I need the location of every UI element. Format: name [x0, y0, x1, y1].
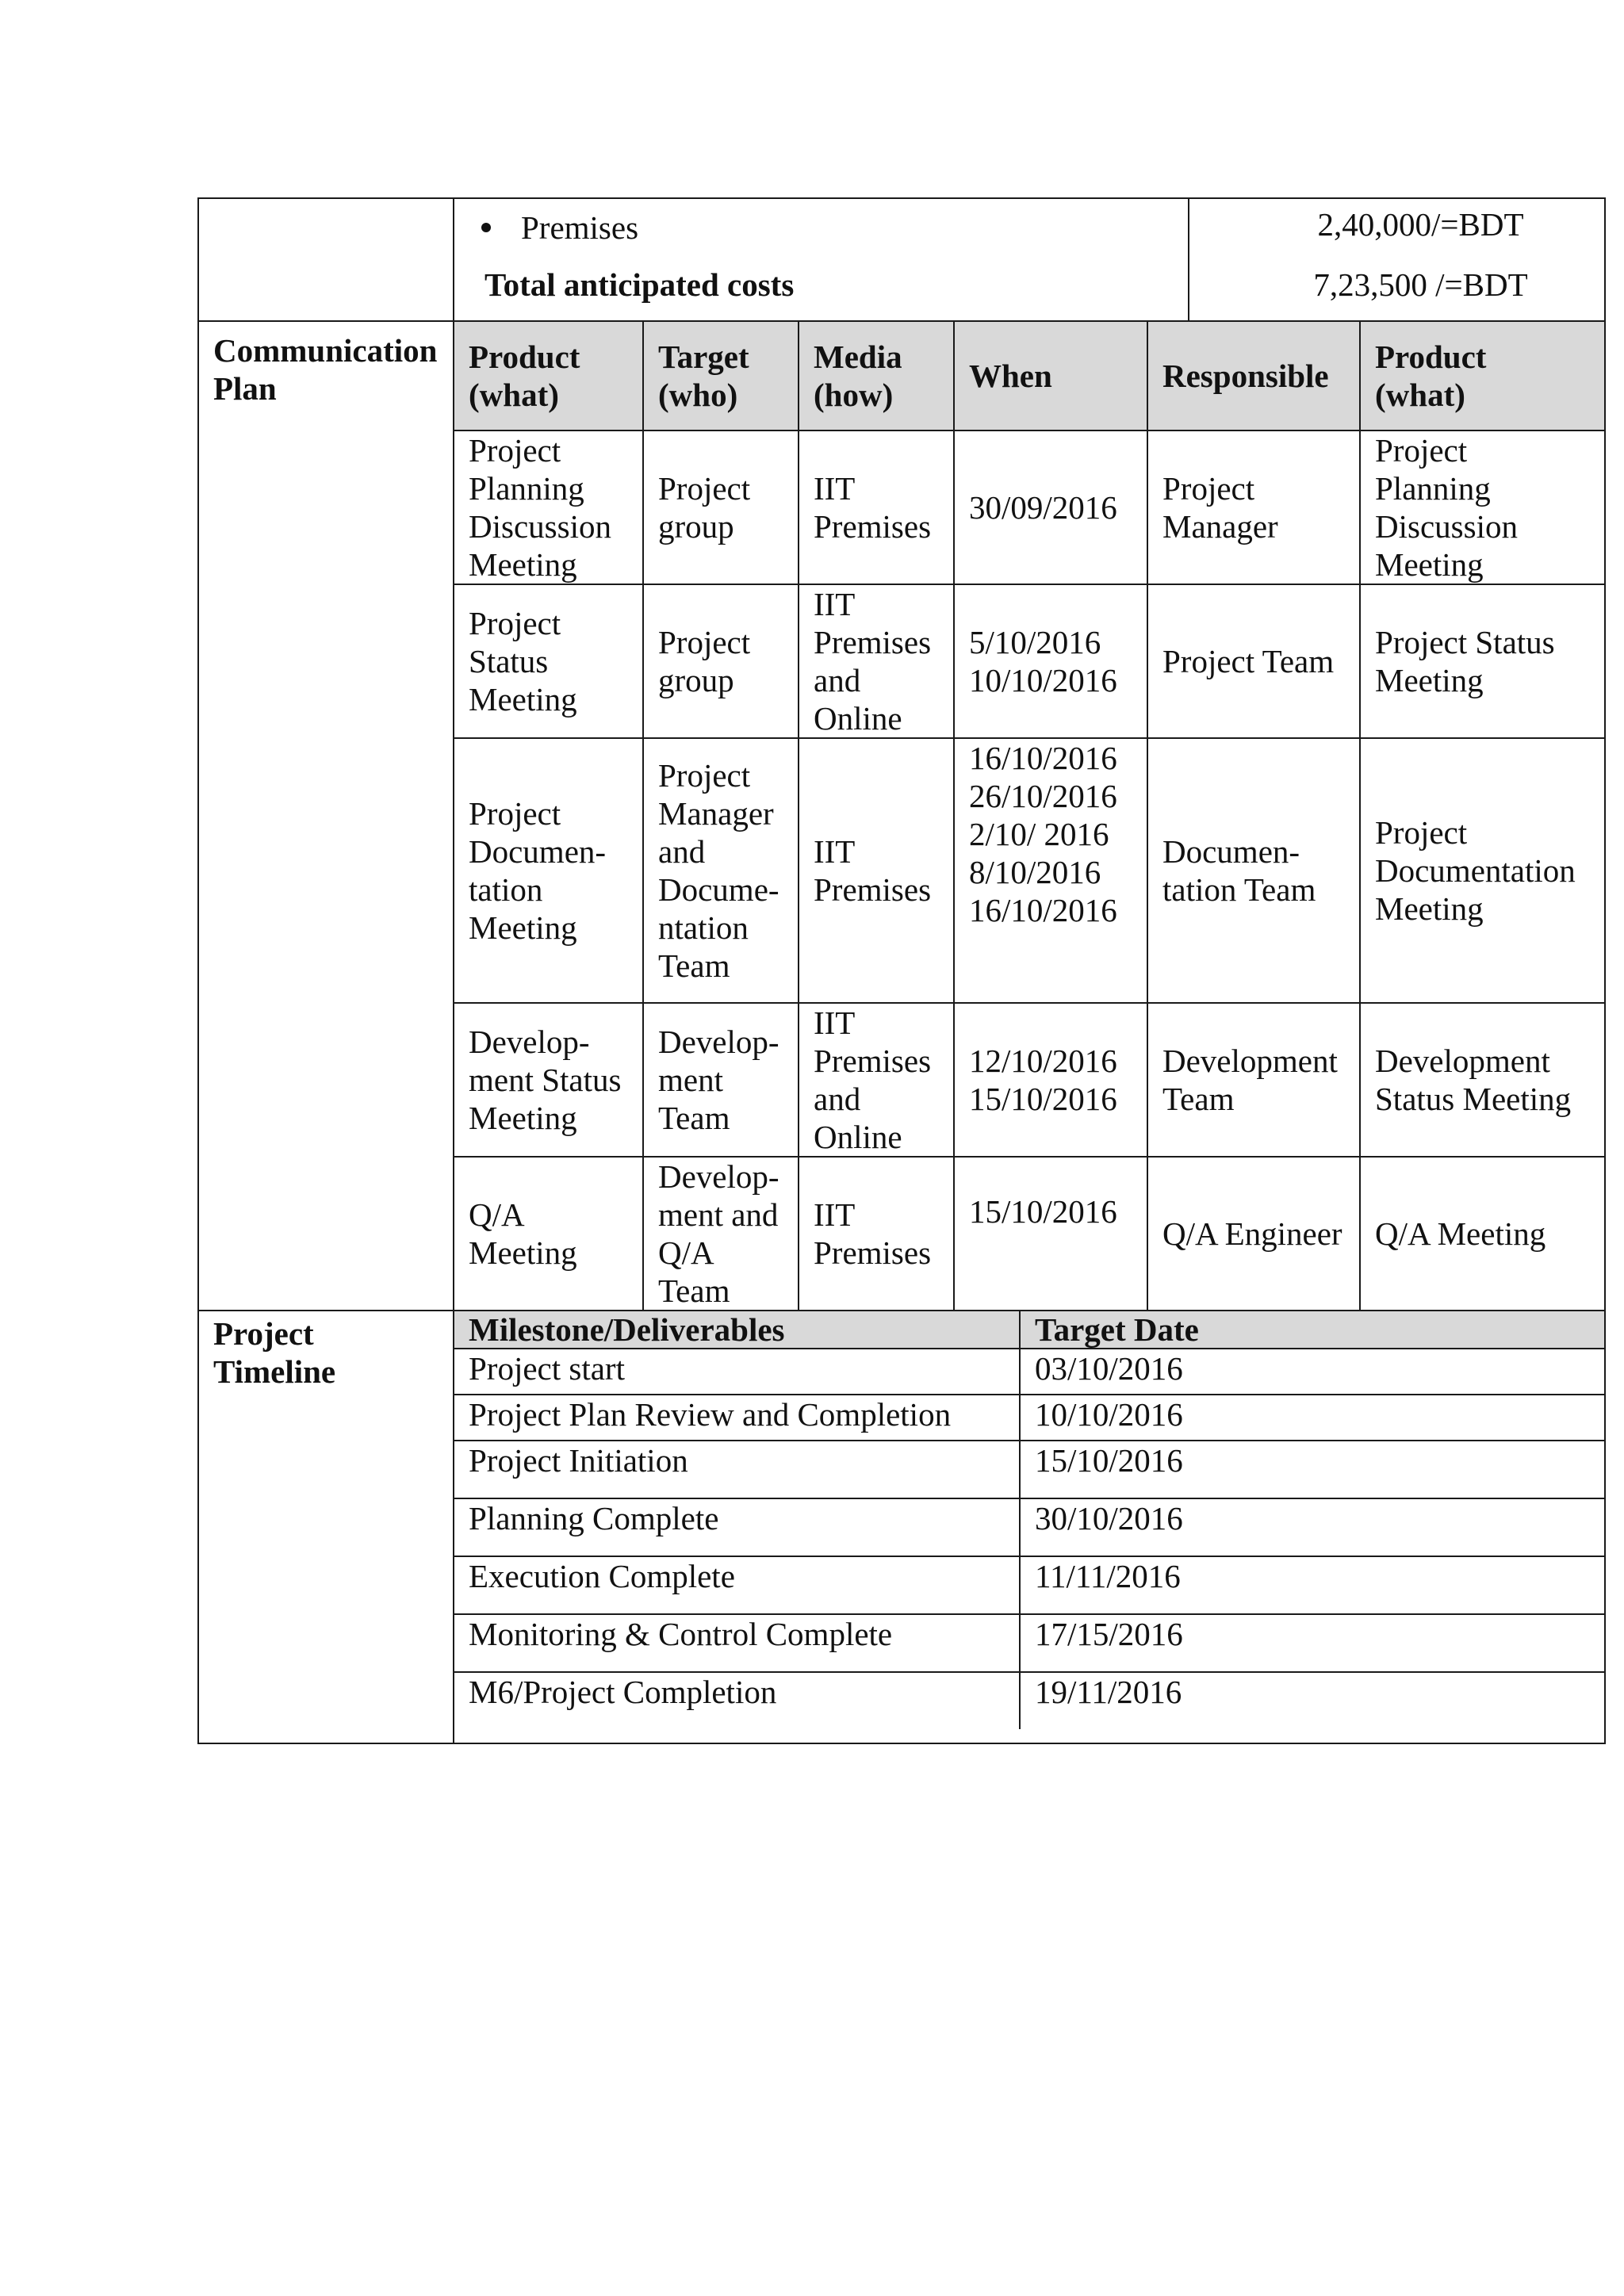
header-milestone: Milestone/Deliverables — [454, 1311, 1020, 1349]
table-row — [454, 1614, 1604, 1672]
timeline-label-cell — [198, 1311, 454, 1743]
table-row — [454, 1157, 1606, 1310]
bullet-item — [454, 199, 1188, 250]
communication-header-row — [454, 322, 1606, 430]
milestone-cell: Planning Complete — [454, 1498, 1020, 1556]
table-row — [454, 1498, 1604, 1556]
communication-plan-cell — [454, 321, 1605, 1311]
costs-amounts — [1189, 199, 1604, 320]
cell-media: IIT Premises — [799, 1157, 954, 1310]
milestone-cell: Project start — [454, 1349, 1020, 1395]
project-plan-table — [197, 197, 1606, 1744]
cell-product: Project Planning Discussion Meeting — [454, 430, 643, 584]
cell-product-2: Q/A Meeting — [1360, 1157, 1606, 1310]
header-target: Target (who) — [643, 322, 799, 430]
costs-items — [454, 199, 1189, 320]
communication-plan-label: Communication Plan — [213, 332, 438, 407]
cell-responsible: Project Team — [1147, 584, 1360, 738]
target-date-cell: 15/10/2016 — [1020, 1441, 1604, 1498]
target-date-cell: 19/11/2016 — [1020, 1672, 1604, 1729]
cell-media: IIT Premises and Online — [799, 584, 954, 738]
costs-cell — [454, 198, 1605, 321]
header-when: When — [954, 322, 1147, 430]
cell-when: 12/10/2016 15/10/2016 — [954, 1003, 1147, 1157]
cell-responsible: Development Team — [1147, 1003, 1360, 1157]
cell-product-2: Project Planning Discussion Meeting — [1360, 430, 1606, 584]
cell-media: IIT Premises and Online — [799, 1003, 954, 1157]
cell-media: IIT Premises — [799, 738, 954, 1003]
milestone-cell: Project Plan Review and Completion — [454, 1395, 1020, 1441]
communication-label-cell — [198, 321, 454, 1311]
cell-product: Project Documen- tation Meeting — [454, 738, 643, 1003]
timeline-row — [198, 1311, 1605, 1743]
timeline-table — [454, 1311, 1604, 1729]
cell-product-2: Development Status Meeting — [1360, 1003, 1606, 1157]
cell-target: Project group — [643, 584, 799, 738]
cell-when: 16/10/2016 26/10/2016 2/10/ 2016 8/10/2016 16/10/2016 — [954, 738, 1147, 1003]
target-date-cell: 03/10/2016 — [1020, 1349, 1604, 1395]
milestone-cell: Monitoring & Control Complete — [454, 1614, 1020, 1672]
cell-when: 5/10/2016 10/10/2016 — [954, 584, 1147, 738]
milestone-cell: M6/Project Completion — [454, 1672, 1020, 1729]
costs-label-cell — [198, 198, 454, 321]
cell-product-2: Project Documentation Meeting — [1360, 738, 1606, 1003]
header-responsible: Responsible — [1147, 322, 1360, 430]
cell-product-2: Project Status Meeting — [1360, 584, 1606, 738]
cell-target: Develop- ment and Q/A Team — [643, 1157, 799, 1310]
milestone-cell: Project Initiation — [454, 1441, 1020, 1498]
cell-target: Project Manager and Docume- ntation Team — [643, 738, 799, 1003]
costs-row — [198, 198, 1605, 321]
cell-product: Project Status Meeting — [454, 584, 643, 738]
target-date-cell: 11/11/2016 — [1020, 1556, 1604, 1614]
table-row — [454, 1441, 1604, 1498]
table-row — [454, 584, 1606, 738]
milestone-cell: Execution Complete — [454, 1556, 1020, 1614]
table-row — [454, 1395, 1604, 1441]
total-costs-label: Total anticipated costs — [485, 266, 795, 303]
table-row — [454, 1556, 1604, 1614]
cell-when: 15/10/2016 — [954, 1157, 1147, 1310]
project-timeline-label: Project Timeline — [213, 1315, 336, 1390]
cell-when: 30/09/2016 — [954, 430, 1147, 584]
timeline-cell — [454, 1311, 1605, 1743]
premises-amount: 2,40,000/=BDT — [1317, 206, 1524, 243]
table-row — [454, 430, 1606, 584]
premises-label: Premises — [521, 209, 639, 246]
header-product-2: Product (what) — [1360, 322, 1606, 430]
cell-target: Project group — [643, 430, 799, 584]
table-row — [454, 1672, 1604, 1729]
target-date-cell: 17/15/2016 — [1020, 1614, 1604, 1672]
target-date-cell: 10/10/2016 — [1020, 1395, 1604, 1441]
table-row — [454, 738, 1606, 1003]
timeline-header-row — [454, 1311, 1604, 1349]
cell-product: Develop- ment Status Meeting — [454, 1003, 643, 1157]
communication-plan-row — [198, 321, 1605, 1311]
cell-target: Develop- ment Team — [643, 1003, 799, 1157]
target-date-cell: 30/10/2016 — [1020, 1498, 1604, 1556]
header-media: Media (how) — [799, 322, 954, 430]
communication-table — [454, 322, 1606, 1310]
cell-media: IIT Premises — [799, 430, 954, 584]
bullet-icon — [481, 223, 491, 232]
header-target-date: Target Date — [1020, 1311, 1604, 1349]
cell-product: Q/A Meeting — [454, 1157, 643, 1310]
cell-responsible: Documen- tation Team — [1147, 738, 1360, 1003]
table-row — [454, 1349, 1604, 1395]
total-costs-amount: 7,23,500 /=BDT — [1313, 266, 1528, 303]
costs-grid — [454, 199, 1604, 320]
table-row — [454, 1003, 1606, 1157]
header-product: Product (what) — [454, 322, 643, 430]
cell-responsible: Q/A Engineer — [1147, 1157, 1360, 1310]
cell-responsible: Project Manager — [1147, 430, 1360, 584]
